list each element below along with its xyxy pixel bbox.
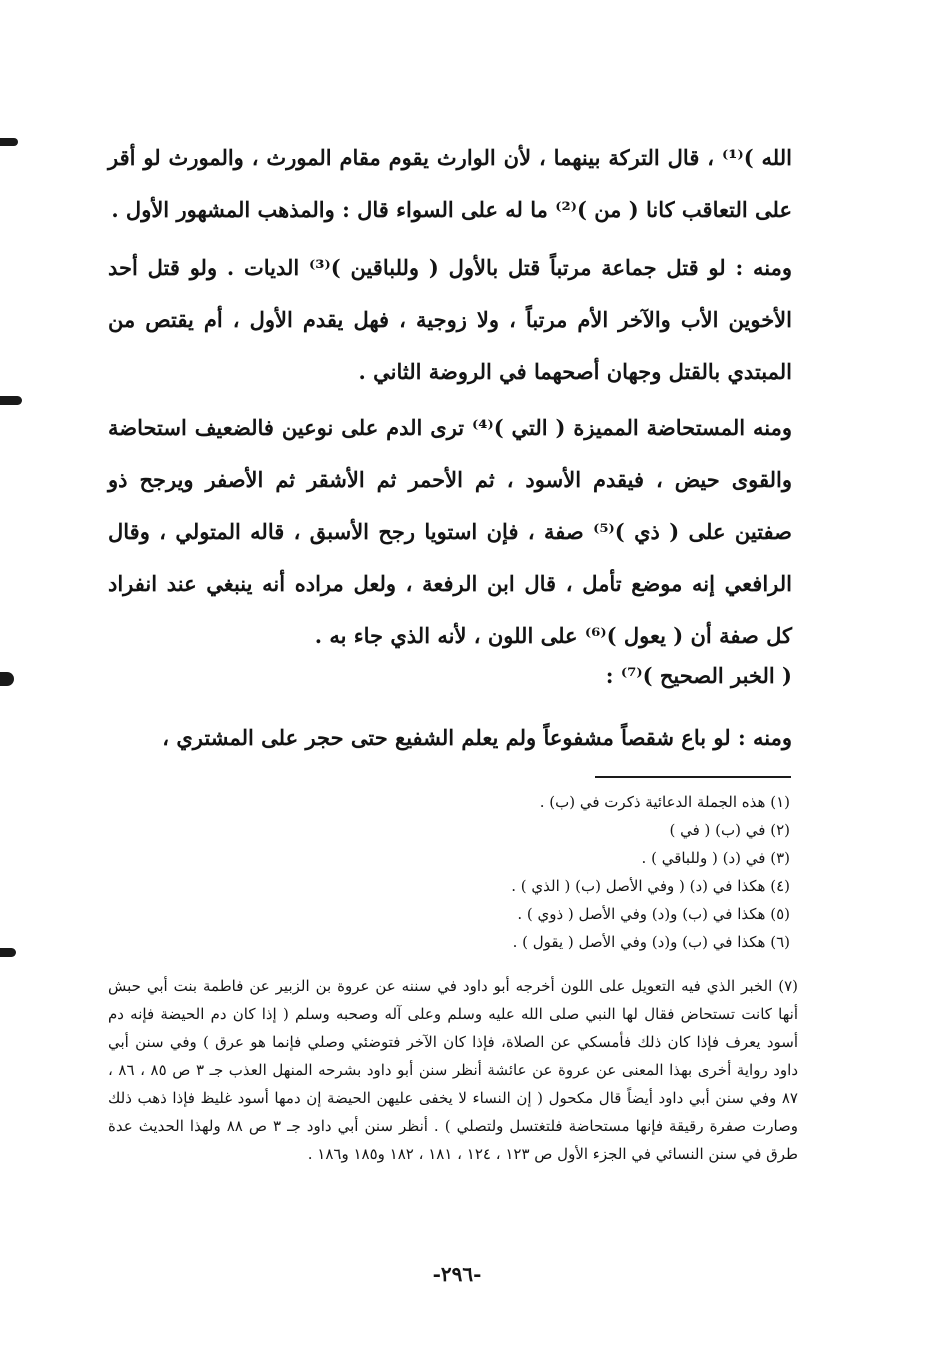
scan-edge-mark: [0, 672, 14, 686]
footnote-3: (٣) في (د) ( وللباقي ) .: [641, 849, 790, 867]
main-text: [108, 0, 792, 760]
footnotes: [230, 788, 790, 956]
page-number: -٢٩٦-: [432, 1262, 482, 1286]
section-heading: ( الخبر الصحيح )⁽⁷⁾ :: [605, 663, 792, 688]
footnote-4: (٤) هكذا في (د) ( وفي الأصل (ب) ( الذي ) .: [511, 877, 790, 895]
paragraph-1: الله )⁽¹⁾ ، قال التركة بينهما ، لأن الوارث يقوم مقام المورث ، والمورث لو أقر على التعاقب كانا ( من )⁽²⁾ ما له على السواء قال : والمذهب المشهور الأول .: [108, 145, 792, 222]
footnote-5: (٥) هكذا في (ب) و(د) وفي الأصل ( ذوي ) .: [517, 905, 790, 923]
footnote-1: (١) هذه الجملة الدعائية ذكرت في (ب) .: [539, 793, 790, 811]
footnote-6: (٦) هكذا في (ب) و(د) وفي الأصل ( يقول ) .: [512, 933, 790, 951]
scan-edge-mark: [0, 138, 18, 146]
footnote-7: (٧) الخبر الذي فيه التعويل على اللون أخرجه أبو داود في سننه عن عروة بن الزبير عن فاطمة بنت أبي حبش أنها كانت تستحاض فقال لها النبي صلى الله عليه وسلم وعلى آله وصحبه وسلم ( إذا كان دم الحيضة فإنه دم أسود يعرف فإذا كان ذلك فأمسكي عن الصلاة، فإذا كان الآخر فتوضئي وصلي فإنما هو عرق ) وفي سنن أبي داود رواية أخرى بهذا المعنى عن عروة عن عائشة أنظر سنن أبو داود بشرحه المنهل العذب جـ ٣ ص ٨٥ ، ٨٦ ، ٨٧ وفي سنن أبي داود أيضاً قال مكحول ( إن النساء لا يخفى عليهن الحيضة إن دمها أسود غليظ فإذا ذهب ذلك وصارت صفرة رقيقة فإنها مستحاضة فلتغتسل ولتصلي ) . أنظر سنن أبي داود جـ ٣ ص ٨٨ ولهذا الحديث عدة طرق في سنن النسائي في الجزء الأول ص ١٢٣ ، ١٢٤ ، ١٨١ ، ١٨٢ و١٨٥ و١٨٦ .: [108, 977, 799, 1163]
footnote-separator: [595, 776, 791, 778]
footnote-2: (٢) في (ب) ( في ): [669, 821, 790, 839]
paragraph-2: ومنه : لو قتل جماعة مرتباً قتل بالأول ( وللباقين )⁽³⁾ الديات . ولو قتل أحد الأخوين الأب والآخر الأم مرتباً ، ولا زوجية ، فهل يقدم الأول ، أم يقتص من المبتدي بالقتل وجهان أصحهما في الروضة الثاني .: [108, 255, 792, 384]
paragraph-4: ومنه : لو باع شقصاً مشفوعاً ولم يعلم الشفيع حتى حجر على المشتري ،: [162, 725, 792, 750]
paragraph-3: ومنه المستحاضة المميزة ( التي )⁽⁴⁾ ترى الدم على نوعين فالضعيف استحاضة والقوى حيض ، فيقدم الأسود ، ثم الأحمر ثم الأشقر ثم الأصفر ويرجح ذو صفتين على ( ذي )⁽⁵⁾ صفة ، فإن استويا رجح الأسبق ، قاله المتولي ، وقال الرافعي إنه موضع تأمل ، قال ابن الرفعة ، ولعل مراده أنه ينبغي عند انفراد كل صفة أن ( يعول )⁽⁶⁾ على اللون ، لأنه الذي جاء به .: [108, 415, 793, 648]
scan-edge-mark: [0, 948, 16, 957]
scan-edge-mark: [0, 396, 22, 405]
